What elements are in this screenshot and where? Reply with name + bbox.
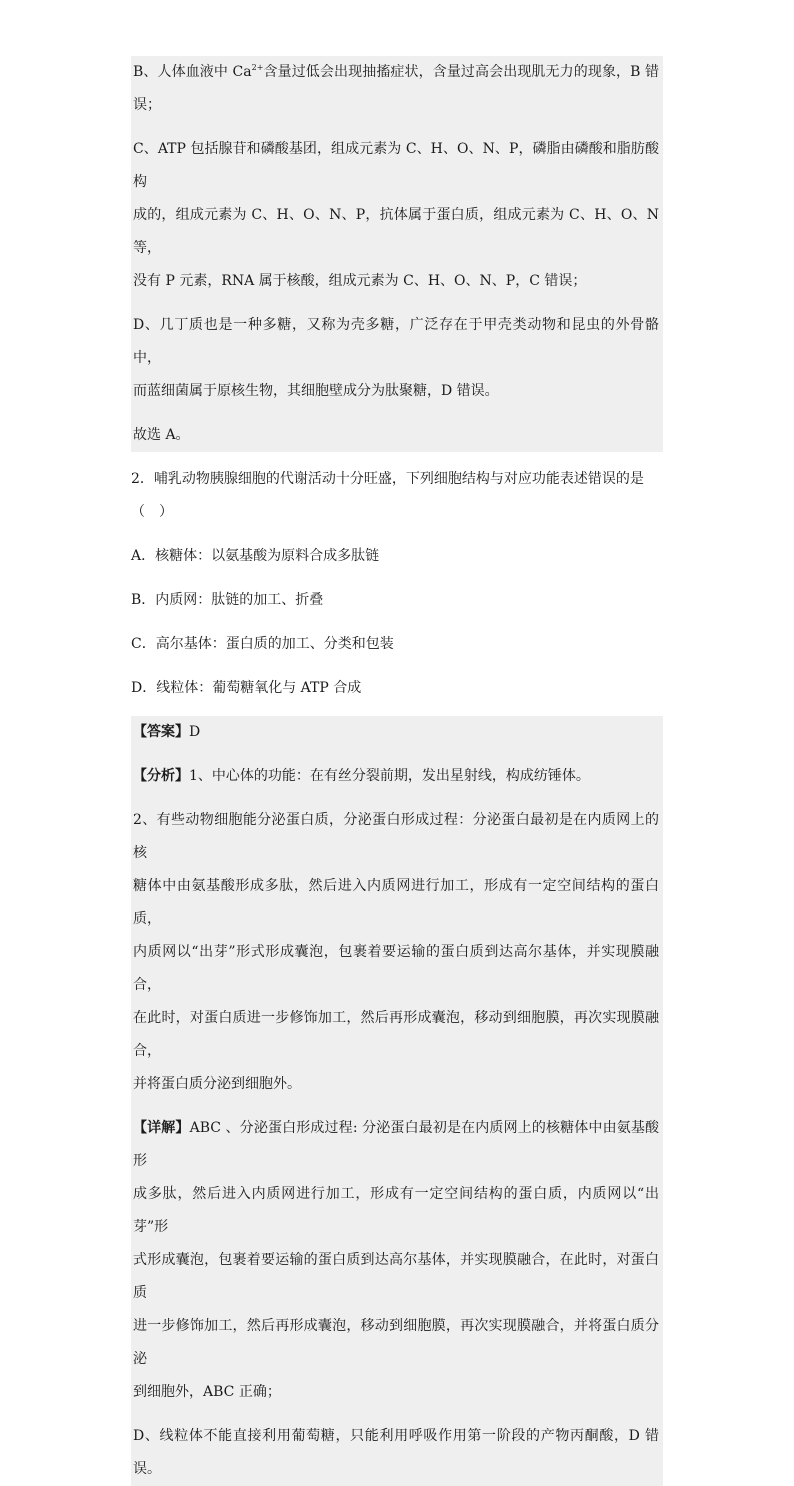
analysis-option-d (131, 309, 663, 408)
text-line: 内质网以“出芽”形式形成囊泡，包裹着要运输的蛋白质到达高尔基体，并实现膜融合， (133, 944, 659, 993)
document-page (131, 56, 663, 1486)
option-b-text: B、人体血液中 Ca (133, 64, 252, 80)
detail-first-text: ABC 、分泌蛋白形成过程: 分泌蛋白最初是在内质网上的核糖体中由氨基酸形 (133, 1120, 659, 1169)
analysis-option-c (131, 133, 663, 298)
ion-charge: 2+ (251, 63, 264, 72)
analysis-option-b (131, 56, 663, 122)
analysis-point-1-text: 1、中心体的功能：在有丝分裂前期，发出星射线，构成纺锤体。 (189, 768, 590, 784)
detail-option-d: D、线粒体不能直接利用葡萄糖，只能利用呼吸作用第一阶段的产物丙酮酸，D 错误。 (131, 1420, 663, 1486)
text-line: 式形成囊泡，包裹着要运输的蛋白质到达高尔基体，并实现膜融合，在此时，对蛋白质 (133, 1252, 659, 1301)
option-a: A．核糖体：以氨基酸为原料合成多肽链 (131, 548, 380, 564)
text-line: 进一步修饰加工，然后再形成囊泡，移动到细胞膜，再次实现膜融合，并将蛋白质分泌 (133, 1318, 659, 1367)
text-line: D、几丁质也是一种多糖，又称为壳多糖，广泛存在于甲壳类动物和昆虫的外骨骼中， (133, 317, 659, 366)
detail-section (131, 1112, 663, 1409)
text-line: 成多肽，然后进入内质网进行加工，形成有一定空间结构的蛋白质，内质网以“出芽”形 (133, 1186, 659, 1235)
question-stem (131, 463, 663, 529)
text-line: 糖体中由氨基酸形成多肽，然后进入内质网进行加工，形成有一定空间结构的蛋白质， (133, 878, 659, 927)
conclusion-text: 故选 A。 (131, 419, 663, 452)
text-line: 并将蛋白质分泌到细胞外。 (133, 1076, 301, 1092)
text-line: 而蓝细菌属于原核生物，其细胞壁成分为肽聚糖，D 错误。 (133, 383, 499, 399)
detail-tag: 【详解】 (133, 1120, 190, 1136)
option-c: C．高尔基体：蛋白质的加工、分类和包装 (131, 636, 394, 652)
analysis-point-2 (131, 804, 663, 1101)
option-d: D．线粒体：葡萄糖氧化与 ATP 合成 (131, 680, 362, 696)
answer-blank: （ ） (131, 504, 173, 520)
analysis-tag: 【分析】 (133, 768, 189, 784)
text-line: 2、有些动物细胞能分泌蛋白质，分泌蛋白形成过程：分泌蛋白最初是在内质网上的核 (133, 812, 659, 861)
detail-first-line (133, 1112, 659, 1178)
option-b-text-cont: 含量过低会出现抽搐症状，含量过高会出现肌无力的现象，B 错误； (133, 64, 659, 113)
answer-tag: 【答案】 (133, 724, 189, 740)
answer-value: D (189, 724, 201, 740)
answer-line (131, 716, 663, 749)
text-line: C、ATP 包括腺苷和磷酸基团，组成元素为 C、H、O、N、P，磷脂由磷酸和脂肪酸构 (133, 141, 659, 190)
text-line: 到细胞外，ABC 正确； (133, 1384, 281, 1400)
text-line: 2．哺乳动物胰腺细胞的代谢活动十分旺盛，下列细胞结构与对应功能表述错误的是 (131, 471, 644, 487)
text-line: 成的，组成元素为 C、H、O、N、P，抗体属于蛋白质，组成元素为 C、H、O、N 等， (133, 207, 659, 256)
text-line: 在此时，对蛋白质进一步修饰加工，然后再形成囊泡，移动到细胞膜，再次实现膜融合， (133, 1010, 659, 1059)
analysis-point-1 (131, 760, 663, 793)
text-line: 没有 P 元素，RNA 属于核酸，组成元素为 C、H、O、N、P，C 错误； (133, 273, 587, 289)
option-b: B．内质网：肽链的加工、折叠 (131, 592, 324, 608)
